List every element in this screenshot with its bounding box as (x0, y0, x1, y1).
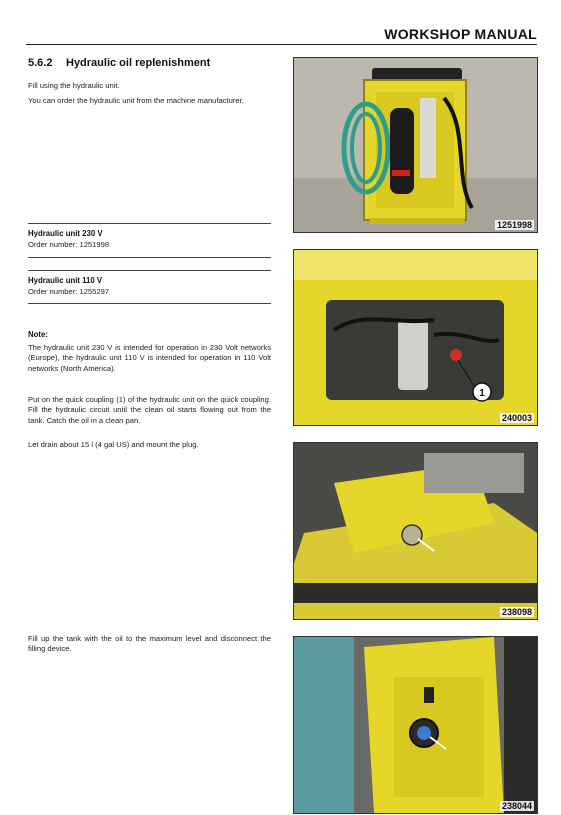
step-paragraph-2: Let drain about 15 l (4 gal US) and mount the plug. (28, 440, 199, 449)
unit-110-title: Hydraulic unit 110 V (28, 276, 103, 285)
unit-rule-middle (28, 257, 271, 258)
section-title: Hydraulic oil replenishment (66, 57, 211, 69)
section-heading (28, 57, 210, 69)
step-paragraph-1: Put on the quick coupling (1) of the hydraulic unit on the quick coupling. Fill the hydraulic circuit until the clean oil starts flowing out from the tank. Catch the oil in a clean pan. (28, 395, 271, 425)
photo-filler-cap (293, 636, 538, 814)
photo-drain-plug-number: 238098 (501, 607, 532, 617)
unit-230-title: Hydraulic unit 230 V (28, 229, 103, 238)
drain-plug-image (294, 443, 537, 619)
photo-hydraulic-unit-number: 1251998 (496, 220, 532, 230)
filler-cap-image (294, 637, 537, 813)
photo-hydraulic-unit (293, 57, 538, 233)
photo-filler-cap-number: 238044 (501, 801, 532, 811)
section-number: 5.6.2 (28, 57, 53, 69)
intro-paragraph-1: Fill using the hydraulic unit. (28, 81, 120, 90)
header-rule (26, 44, 537, 45)
hydraulic-unit-image (294, 58, 537, 232)
photo-quick-coupling-number: 240003 (501, 413, 532, 423)
note-text: The hydraulic unit 230 V is intended for operation in 230 Volt networks (Europe), the hydraulic unit 110 V is intended for operation in 110 Volt networks (North America). (28, 343, 271, 373)
note-label: Note: (28, 330, 48, 339)
unit-rule-top (28, 223, 271, 224)
unit-110-order: Order number: 1255297 (28, 287, 110, 296)
quick-coupling-image (294, 250, 537, 425)
intro-paragraph-2: You can order the hydraulic unit from the machine manufacturer. (28, 96, 244, 105)
photo-drain-plug (293, 442, 538, 620)
callout-1-label: 1 (479, 388, 485, 399)
unit-rule-bottom (28, 303, 271, 304)
unit-rule-middle-2 (28, 270, 271, 271)
step-paragraph-3: Fill up the tank with the oil to the maximum level and disconnect the filling device. (28, 634, 271, 654)
unit-230-order: Order number: 1251998 (28, 240, 110, 249)
photo-quick-coupling (293, 249, 538, 426)
header-title: WORKSHOP MANUAL (384, 26, 537, 42)
